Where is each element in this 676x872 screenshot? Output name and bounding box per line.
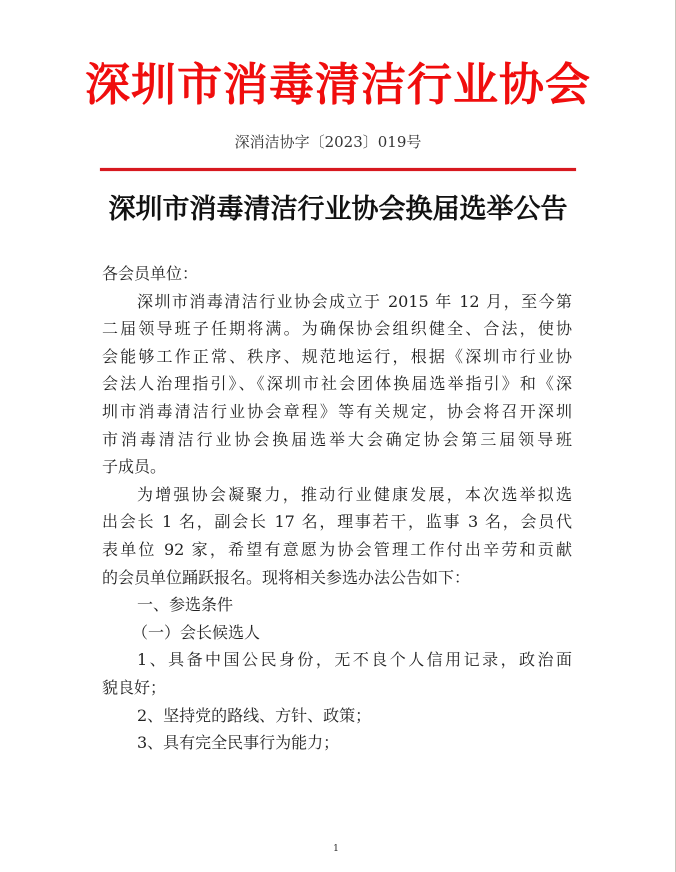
red-divider-line — [100, 168, 576, 171]
paragraph-line: 会法人治理指引》、《深圳市社会团体换届选举指引》和《深 — [102, 374, 572, 394]
paragraph-line: 出会长 1 名，副会长 17 名，理事若干，监事 3 名，会员代 — [102, 512, 572, 532]
document-number: 深消洁协字〔2023〕019号 — [234, 133, 422, 151]
notice-title: 深圳市消毒清洁行业协会换届选举公告 — [108, 194, 568, 225]
paragraph-line: 子成员。 — [102, 457, 167, 477]
condition-line: 1、具备中国公民身份，无不良个人信用记录，政治面 — [137, 650, 572, 670]
paragraph-line: 深圳市消毒清洁行业协会成立于 2015 年 12 月，至今第 — [137, 291, 572, 311]
paragraph-line: 会能够工作正常、秩序、规范地运行，根据《深圳市行业协 — [102, 346, 572, 366]
condition-item — [102, 702, 572, 730]
condition-line: 3、具有完全民事行为能力； — [137, 733, 340, 753]
paragraph-line: 市消毒清洁行业协会换届选举大会确定协会第三届领导班 — [102, 429, 572, 449]
condition-line: 2、坚持党的路线、方针、政策； — [137, 705, 372, 725]
paragraph-line: 圳市消毒清洁行业协会章程》等有关规定，协会将召开深圳 — [102, 401, 572, 421]
paragraph-line: 的会员单位踊跃报名。现将相关参选办法公告如下： — [102, 567, 471, 587]
subsection-heading: （一）会长候选人 — [132, 622, 261, 642]
section-heading: 一、参选条件 — [137, 595, 234, 615]
paragraph-background — [102, 288, 572, 481]
paragraph-line: 表单位 92 家，希望有意愿为协会管理工作付出辛劳和贡献 — [102, 539, 572, 559]
paragraph-election-plan — [102, 481, 572, 591]
condition-item — [102, 729, 572, 757]
page-number: 1 — [333, 844, 339, 854]
salutation: 各会员单位： — [102, 264, 199, 283]
condition-line: 貌良好； — [102, 677, 167, 697]
paragraph-line: 二届领导班子任期将满。为确保协会组织健全、合法，使协 — [102, 319, 572, 339]
condition-item — [102, 646, 572, 701]
organization-header: 深圳市消毒清洁行业协会 — [84, 58, 591, 111]
paragraph-line: 为增强协会凝聚力，推动行业健康发展，本次选举拟选 — [137, 484, 572, 504]
notice-body — [102, 260, 572, 757]
